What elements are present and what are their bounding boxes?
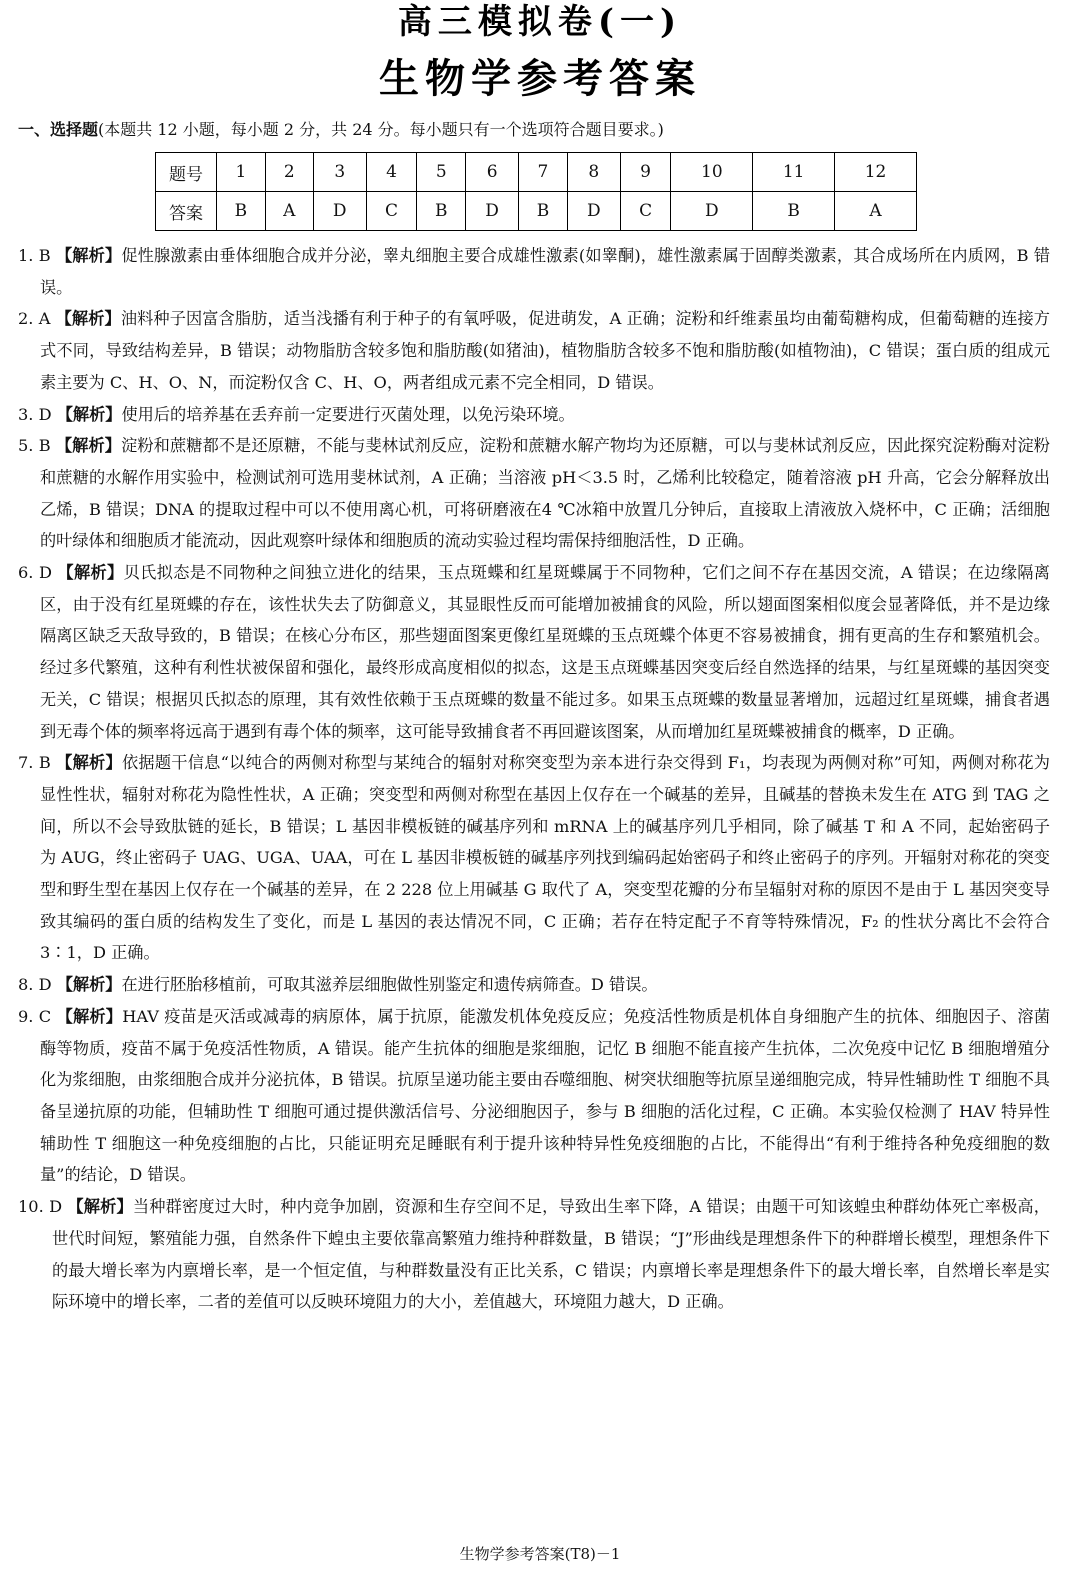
explanation-item	[18, 557, 1050, 747]
answer-table-number-row	[156, 153, 917, 192]
item-number: 1. B	[18, 246, 51, 265]
section-note: (本题共 12 小题，每小题 2 分，共 24 分。每小题只有一个选项符合题目要求。)	[98, 120, 664, 139]
question-number-cell: 9	[620, 153, 671, 192]
item-text: 淀粉和蔗糖都不是还原糖，不能与斐林试剂反应，淀粉和蔗糖水解产物均为还原糖，可以与斐林试剂反应，因此探究淀粉酶对淀粉和蔗糖的水解作用实验中，检测试剂可选用斐林试剂，A 正确；当溶液 pH＜3.5 时，乙烯利比较稳定，随着溶液 pH 升高，它会分解释放出乙烯，B 错误；DNA 的提取过程中可以不使用离心机，可将研磨液在4 ℃冰箱中放置几分钟后，直接取上清液放入烧杯中，C 正确；活细胞的叶绿体和细胞质才能流动，因此观察叶绿体和细胞质的流动实验过程均需保持细胞活性，D 正确。	[40, 436, 1050, 551]
item-text: 当种群密度过大时，种内竞争加剧，资源和生存空间不足，导致出生率下降，A 错误；由题干可知该蝗虫种群幼体死亡率极高，世代时间短，繁殖能力强，自然条件下蝗虫主要依靠高繁殖力维持种群数量，B 错误；“J”形曲线是理想条件下的种群增长模型，理想条件下的最大增长率为内禀增长率，是一个恒定值，与种群数量没有正比关系，C 错误；内禀增长率是理想条件下的最大增长率，自然增长率是实际环境中的增长率，二者的差值可以反映环境阻力的大小，差值越大，环境阻力越大，D 正确。	[52, 1197, 1050, 1312]
analysis-label: 【解析】	[56, 404, 122, 424]
item-number: 2. A	[18, 309, 51, 329]
analysis-label: 【解析】	[57, 563, 124, 583]
explanation-item	[18, 303, 1050, 398]
item-text: 在进行胚胎移植前，可取其滋养层细胞做性别鉴定和遗传病筛查。D 错误。	[121, 975, 658, 995]
answer-cell: C	[366, 192, 417, 231]
answer-cell: A	[265, 192, 313, 231]
explanation-list	[18, 240, 1050, 1318]
answer-cell: B	[217, 192, 266, 231]
question-number-cell: 5	[417, 153, 466, 192]
analysis-label: 【解析】	[67, 1197, 133, 1217]
analysis-label: 【解析】	[55, 309, 121, 329]
answer-cell: D	[671, 192, 753, 231]
item-number: 8. D	[18, 975, 52, 995]
item-number: 9. C	[18, 1006, 52, 1026]
item-text: 油料种子因富含脂肪，适当浅播有利于种子的有氧呼吸，促进萌发，A 正确；淀粉和纤维素虽均由葡萄糖构成，但葡萄糖的连接方式不同，导致结构差异，B 错误；动物脂肪含较多饱和脂肪酸(如猪油)，植物脂肪含较多不饱和脂肪酸(如植物油)，C 错误；蛋白质的组成元素主要为 C、H、O、N，而淀粉仅含 C、H、O，两者组成元素不完全相同，D 错误。	[40, 309, 1050, 392]
question-number-cell: 2	[265, 153, 313, 192]
answer-table	[155, 152, 917, 231]
answer-cell: D	[567, 192, 620, 231]
analysis-label: 【解析】	[56, 1006, 123, 1026]
section-heading	[18, 118, 1068, 142]
question-number-cell: 1	[217, 153, 266, 192]
page-subtitle: 生物学参考答案	[379, 55, 701, 102]
explanation-item	[18, 747, 1050, 969]
explanation-item	[18, 399, 1050, 431]
row-label-number: 题号	[156, 153, 217, 192]
answer-cell: A	[835, 192, 917, 231]
item-text: 贝氏拟态是不同物种之间独立进化的结果，玉点斑蝶和红星斑蝶属于不同物种，它们之间不存在基因交流，A 错误；在边缘隔离区，由于没有红星斑蝶的存在，该性状失去了防御意义，其显眼性反而可能增加被捕食的风险，所以翅面图案相似度会显著降低，并不是边缘隔离区缺乏天敌导致的，B 错误；在核心分布区，那些翅面图案更像红星斑蝶的玉点斑蝶个体更不容易被捕食，拥有更高的生存和繁殖机会。经过多代繁殖，这种有利性状被保留和强化，最终形成高度相似的拟态，这是玉点斑蝶基因突变后经自然选择的结果，与红星斑蝶的基因突变无关，C 错误；根据贝氏拟态的原理，其有效性依赖于玉点斑蝶的数量不能过多。如果玉点斑蝶的数量显著增加，远超过红星斑蝶，捕食者遇到无毒个体的频率将远高于遇到有毒个体的频率，这可能导致捕食者不再回避该图案，从而增加红星斑蝶被捕食的概率，D 正确。	[40, 563, 1050, 741]
analysis-label: 【解析】	[56, 753, 122, 773]
question-number-cell: 6	[466, 153, 519, 192]
item-number: 5. B	[18, 436, 51, 456]
question-number-cell: 12	[835, 153, 917, 192]
item-number: 3. D	[18, 404, 52, 424]
item-text: 依据题干信息“以纯合的两侧对称型与某纯合的辐射对称突变型为亲本进行杂交得到 F₁，均表现为两侧对称”可知，两侧对称花为显性性状，辐射对称花为隐性性状，A 正确；突变型和两侧对称型在基因上仅存在一个碱基的差异，且碱基的替换未发生在 ATG 到 TAG 之间，所以不会导致肽链的延长，B 错误；L 基因非模板链的碱基序列和 mRNA 上的碱基序列几乎相同，除了碱基 T 和 A 不同，起始密码子为 AUG，终止密码子 UAG、UGA、UAA，可在 L 基因非模板链的碱基序列找到编码起始密码子和终止密码子的序列。开辐射对称花的突变型和野生型在基因上仅存在一个碱基的差异，在 2 228 位上用碱基 G 取代了 A，突变型花瓣的分布呈辐射对称的原因不是由于 L 基因突变导致其编码的蛋白质的结构发生了变化，而是 L 基因的表达情况不同，C 正确；若存在特定配子不育等特殊情况，F₂ 的性状分离比不会符合 3∶1，D 正确。	[40, 753, 1050, 963]
answer-cell: D	[313, 192, 366, 231]
analysis-label: 【解析】	[55, 436, 122, 456]
item-text: HAV 疫苗是灭活或减毒的病原体，属于抗原，能激发机体免疫反应；免疫活性物质是机体自身细胞产生的抗体、细胞因子、溶菌酶等物质，疫苗不属于免疫活性物质，A 错误。能产生抗体的细胞是浆细胞，记忆 B 细胞不能直接产生抗体，二次免疫中记忆 B 细胞增殖分化为浆细胞，由浆细胞合成并分泌抗体，B 错误。抗原呈递功能主要由吞噬细胞、树突状细胞等抗原呈递细胞完成，特异性辅助性 T 细胞不具备呈递抗原的功能，但辅助性 T 细胞可通过提供激活信号、分泌细胞因子，参与 B 细胞的活化过程，C 正确。本实验仅检测了 HAV 特异性辅助性 T 细胞这一种免疫细胞的占比，只能证明充足睡眠有利于提升该种特异性免疫细胞的占比，不能得出“有利于维持各种免疫细胞的数量”的结论，D 错误。	[40, 1006, 1051, 1185]
question-number-cell: 11	[753, 153, 835, 192]
explanation-item	[18, 1001, 1050, 1191]
question-number-cell: 3	[313, 153, 366, 192]
analysis-label: 【解析】	[55, 246, 122, 265]
answer-table-answer-row	[156, 192, 917, 231]
analysis-label: 【解析】	[56, 975, 122, 995]
question-number-cell: 8	[567, 153, 620, 192]
question-number-cell: 4	[366, 153, 417, 192]
item-number: 7. B	[18, 753, 51, 773]
answer-cell: B	[417, 192, 466, 231]
item-number: 6. D	[18, 563, 52, 583]
item-number: 10. D	[18, 1197, 63, 1217]
answer-cell: B	[753, 192, 835, 231]
answer-cell: C	[620, 192, 671, 231]
row-label-answer: 答案	[156, 192, 217, 231]
page-title: 高三模拟卷(一)	[397, 2, 683, 42]
item-text: 促性腺激素由垂体细胞合成并分泌，睾丸细胞主要合成雄性激素(如睾酮)，雄性激素属于固醇类激素，其合成场所在内质网，B 错误。	[40, 246, 1051, 297]
answer-cell: B	[519, 192, 568, 231]
question-number-cell: 10	[671, 153, 753, 192]
page-footer: 生物学参考答案(T8)－1	[459, 1545, 621, 1563]
explanation-item	[18, 240, 1050, 303]
item-text: 使用后的培养基在丢弃前一定要进行灭菌处理，以免污染环境。	[121, 404, 575, 424]
explanation-item	[18, 969, 1050, 1001]
question-number-cell: 7	[519, 153, 568, 192]
answer-cell: D	[466, 192, 519, 231]
explanation-item	[18, 1191, 1050, 1318]
explanation-item	[18, 430, 1050, 557]
section-label: 一、选择题	[18, 120, 99, 139]
